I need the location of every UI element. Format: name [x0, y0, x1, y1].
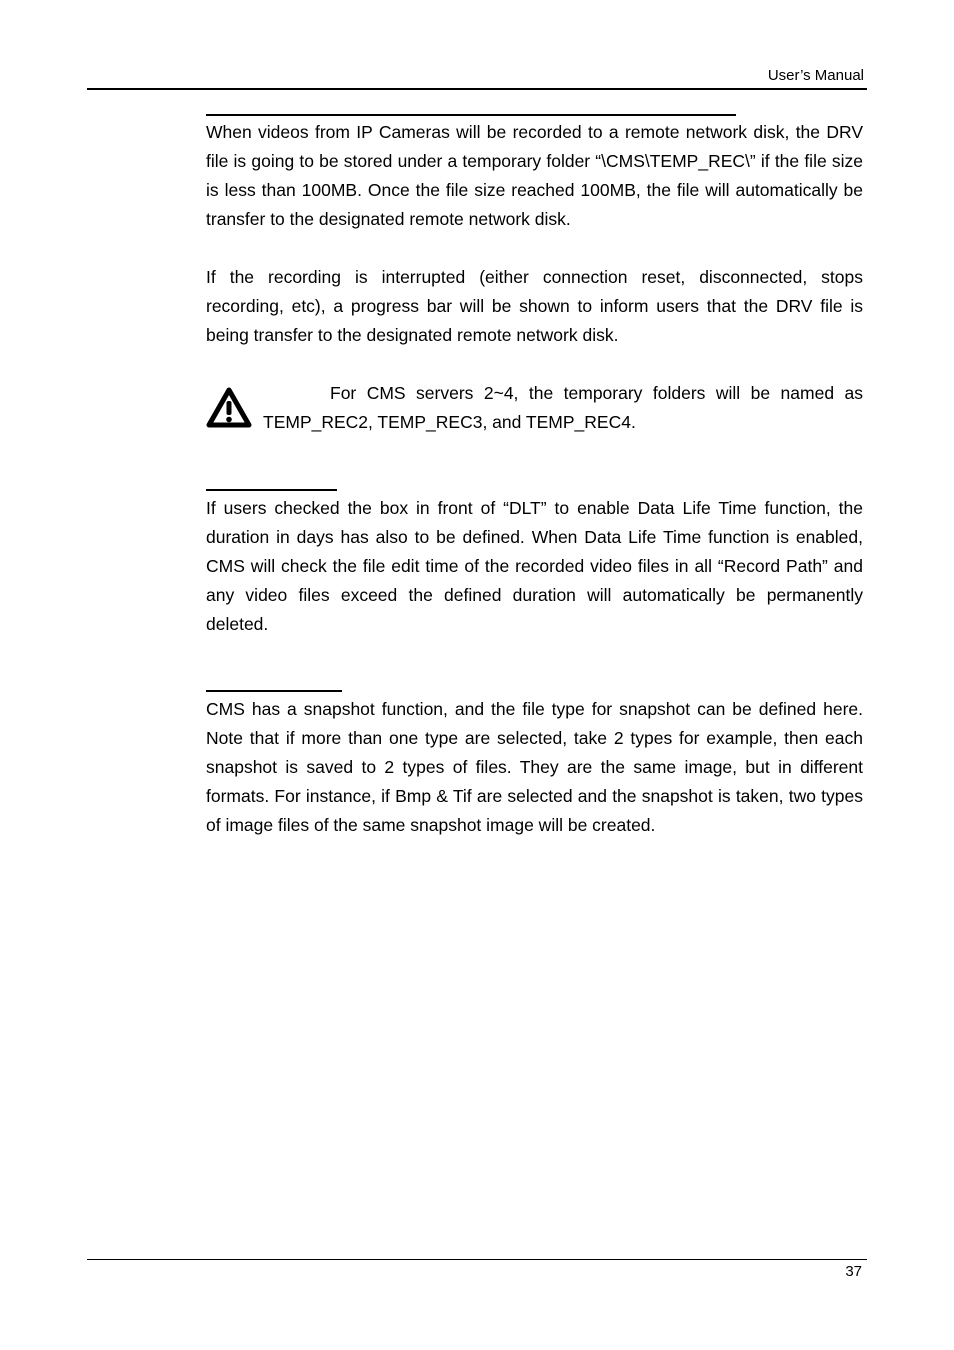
caution-note: [206, 379, 863, 439]
section-heading-rule: [206, 690, 342, 692]
dlt-paragraph: If users checked the box in front of “DLT” to enable Data Life Time function, the duration in days has also to be defined. When Data Life Time function is enabled, CMS will check the file edit time of the recorded video files in all “Record Path” and any video files exceed the defined duration will automatically be permanently deleted.: [206, 498, 863, 634]
header-manual-label: User’s Manual: [767, 67, 864, 84]
page-number: 37: [845, 1263, 862, 1280]
footer-divider: [87, 1259, 867, 1260]
section-heading-rule: [206, 489, 337, 491]
header-divider: [87, 88, 867, 90]
caution-text: For CMS servers 2~4, the temporary folders will be named as TEMP_REC2, TEMP_REC3, and TEMP_REC4.: [263, 383, 863, 432]
warning-triangle-icon: [206, 387, 252, 429]
snapshot-paragraph: CMS has a snapshot function, and the file type for snapshot can be defined here. Note that if more than one type are selected, take 2 types for example, then each snapshot is saved to 2 types of files. They are the same image, but in different formats. For instance, if Bmp & Tif are selected and the snapshot is taken, two types of image files of the same snapshot image will be created.: [206, 699, 863, 835]
section-heading-rule: [206, 114, 736, 116]
remote-disk-paragraph-2: If the recording is interrupted (either connection reset, disconnected, stops recording, etc), a progress bar will be shown to inform users that the DRV file is being transfer to the designated remote network disk.: [206, 267, 863, 345]
remote-disk-paragraph-1: When videos from IP Cameras will be recorded to a remote network disk, the DRV file is going to be stored under a temporary folder “\CMS\TEMP_REC\” if the file size is less than 100MB. Once the file size reached 100MB, the file will automatically be transfer to the designated remote network disk.: [206, 122, 863, 229]
